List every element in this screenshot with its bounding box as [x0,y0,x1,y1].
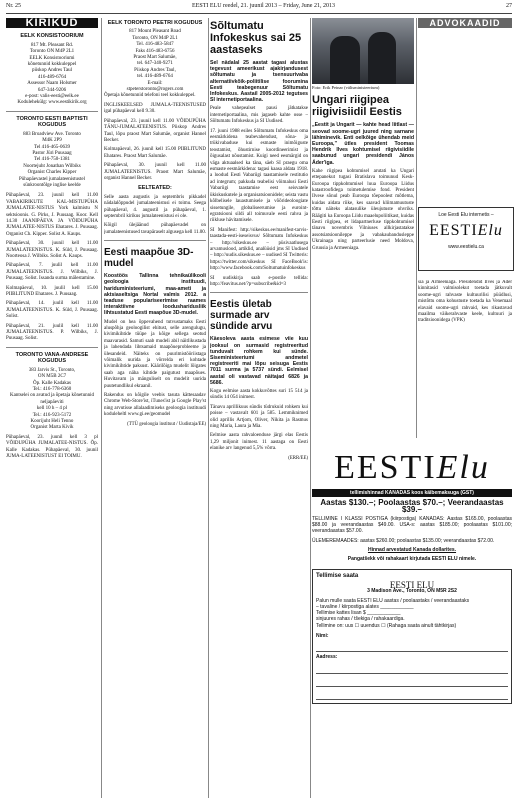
article-paragraph: Rakendus on kõigile veebis tasuta kättesaadav Chrome Web-Store'ist, iTunes'ist ja Google Play'st ning arvutisse allalaadimiseks geoloogia instituudi koduleheltl www.gi.ee/geomudel [104,393,206,418]
article-paragraph: Mudel on hea õppevahend tutvustamaks Eesti aluspõhja geoloogilist ehitust, selle arengulugu, kivimikihtide tüüpe ja kõige sellega seotud maavarasid. Samuti saab mudeli abil näitlikustada ja lahendada lihtsamaid maapõueprobleeme ja ülesandeid. Näiteks on puurimistööriistaga võimalik uurida ja võrrelda eri kohtade kivimikihtide paksust. Käärilõiga mudelit lõigates saab aga näha kihtide paigutust maapõues. Huvitavam ja mänguliselt on mudelit uurida puutetundlikul ekraanil. [104,319,206,389]
online-ad [418,207,514,271]
church-title: EELK KONSISTOORIUM [20,33,84,40]
form-text[interactable]: – tavaline / kiirpostiga alates ____________ [316,603,414,610]
column-divider [208,18,209,798]
ad-label: Loe Eesti Elu internetis – [438,212,494,218]
article-paragraph: Kogu eelmise aasta kokkuvõttes suri 15 514 ja sündis 14 054 inimest. [210,389,308,401]
article-paragraph: Tänavu aprillikuus sündis tüdrukuid rohkem kui poisse – vastavalt 601 ja 585. Lemmiknimed olid aprillis Artjom, Oliver, Nikita ja Rasmus ning Maria, Laura ja Mia. [210,404,308,430]
address-field[interactable] [316,663,508,674]
article-lead: Käesoleva aasta esimese viie kuu jooksul on surmasid registreeritud tunduvalt rohkem kui sünde. Siseministeeriumi andmetel registreeriti mai lõpu seisuga Eestis 7011 surma ja 5737 sündi. Eelmisel aastal oli vastavad näitajad 6826 ja 5686. [210,336,308,386]
article-title: Eestis ületab surmade arv sündide arvu [210,299,273,333]
pricing-bar: tellimishinnad KANADAS koos käibemaksuga (GST) [312,489,512,497]
section-banner-advokaadid: ADVOKAADID [418,18,512,28]
article-lead: Sel nädalal 25 aastat tagasi alustas tegevust ameerikust ajakirjandusest sõltumatu ja tsensuurivaba alternatiivkõik-poliitilise foorumina Eesti teabegenuur Sõltumatu Infokeskus. Aastail 2005-2012 tegutses SI internetiportaalina. [210,60,308,104]
article-lead: Koostöös Tallinna tehnikaülikooli geoloogia instituudi, hariduministeeriumi, maa-ameti ja aktsiaseltsiga Nortal valmis 2012. a teaduse populariseerimise raames interaktiivne loodusharidusliik lihtsustatud Eesti maapõue 3D-mudel. [104,273,206,317]
photo-caption: Foto: Erik Peinar (välisministeerium) [312,85,380,90]
continuation [418,280,512,440]
article-paragraph: Peale vahepealset pausi jätkatakse internetiportaalina, mis jagaseb kahte osse – Sõltumatu Infokeskus ja SI Uudised. [210,106,308,125]
article-paragraph: sia ja Armeeniaga. Presidendid Ilves ja Áder kinnitasid valmisolekut toetada jätkuvalt soome-ugri rahvaste kultuurilisi püüdlusi, mistõttu oma kohustuste toetada ka Venemaal elavaid soome-ugri rahvaid, kes rikastavad maailma väikerahvaste keele, kultuuri ja traditsioonidega (VPK) [418,280,512,324]
service-notice: Pühapäeval, 23. juunil kell 3 pl VÕIDUPÜHA JUMALATEE-NISTUS. Õp. Kalle Kadakas. Pühapäeval, 30. juunil JUMA-LATEENISTUST EI TOIMU. [6,434,98,459]
column-divider [310,18,311,798]
service-notice: Kolmapäeval, 26. juunil kell 15.00 PIIBLITUND Ehatares. Praost Mart Salumäe. [104,147,206,159]
peetri-column [104,18,206,798]
header-masthead: EESTI ELU reedel, 21. juunil 2013 – Friday, June 21, 2013 [192,3,335,9]
form-text: Palun mulle saata EESTI ELU aastas / poolaastaks / veerandaastaks [316,597,470,604]
eesti-elu-logo: EESTIElu [429,222,503,239]
page-header [6,3,512,14]
eesti-elu-logo: EESTIElu [334,449,490,486]
form-address: 3 Madison Ave., Toronto, ON M5R 2S2 [367,588,457,595]
article-paragraph: SI Manifest: http://sikeskus.ee/manifest-tarvis-taastada-eesti-iseseisvus/ Sõltumatu Infokeskus – http://sikeskus.ee – püsivaatlusega arvamuslood, artiklid, analüüsid jms SI Uudised – http://uudis.sikeskus.ee – uudised SI Twitteris: https://twitter.com/sikeskus SI FaceBook'is: http://www.facebook.com/Soltumatuinfokeskus [210,227,308,272]
article-paragraph: 17. juuni 1988 esiles Sõltumatu Infokeskus oma eesmärkidena teabevahendust, sõna- ja trükivabaduse kui esmaste inimõiguste teostamist, õhustirnise koordineerimist ja õigusalast nõustamist. Kuigi need eesmärgid on väga aktuaalsed ka täna, säeb SI praegu oma esmaste eesmärkidena: tagasi kaasa aldata 1918. a loodud Eesti Vabariigi taastamisele restitutio ad integrum; pakkuda teabelisi võimalusi Eesti Vabariigi taastamise eest seisvatele ükiskuskutele ja organisatsioonidele; seista vastu kõlbelisele lauastumisele ja võõrideoloogiate sissetungile, globaliseerumise ja eurointegratsiooni sildi all toimuvale eesti rahva ja riikluse hävitamisele. [210,128,308,224]
service-notice: INGLISKEELSED JUMALA-TEENISTUSED igal pühapäeval kell 9.30. [104,102,206,115]
notice-subheading: EELTEATED: [138,185,172,192]
article-title: Sõltumatu Infokeskus sai 25 aastaseks [210,20,302,56]
article-source: (TTÜ geoloogia instituut / Uudistaja/EE) [127,421,206,427]
article-paragraph: SI uudiskirja saab e-postile tellida: http://feavitus.net/?p=subscribe&id=3 [210,275,308,287]
column-divider [416,18,417,438]
service-notice: Pühapäeval, 7. juulil kell 11.00 JUMALATEENISTUS. J. Wilbiks, J. Puusaag. Solist. Issanda surma mälestamine. [6,263,98,282]
article-lead: „Eestit ja Ungarit — kahte head liitlast — seovad soome-ugri juured ning sarnane lähiminevik. Enti oelkõige ühendab meid Euroopa,” ütles president Toomas Hendrik Ilves kohtumisel riigivisiidile saabunud ungari presidendi János Áder'iga. [312,122,414,166]
name-field-label: Nimi: [316,633,329,640]
address-field-label: Aadress: [316,654,338,661]
page-number-right: 27 [505,3,512,9]
article-title: Ungari riigipea riigivisiidil Eestis [312,94,402,119]
subscription-box [312,445,512,793]
service-notice: Pühapäeval, 30. juunil kell 11.00 JUMALATEENISTUS. K. Süld, J. Puusaag. Noorteosa J. Wilbiks. Solist A. Kaups. [6,241,98,259]
presidents-photo [312,18,414,84]
church-title: TORONTO EESTI BAPTISTI KOGUDUS [16,115,88,129]
pricing-note: Hinnad arvestatud Kanada dollarites. [367,547,457,554]
article-paragraph: Kahe riigipea kohtumisel arutati ka Ungari ettepanekut tugasi Bratislava toimunud Kesk-Euroopa tippkohtumisel luua Euroopa Liidus katastroofidega toimetulemise fond. President Ilvese sõnul peab Euroopa tõepoolest mõtlema, kuidas aidata riike, kes saavad kliimamuutuste tõttu näiteks alatasulike üleujutuste ohvriks. Räägiti ka Euroopa Liidu maaelupoliitikast, kuidas Eesti riigipea, et lidapartnerluse tippkohtumisel tänavu novembris Vilniuses allkirjastatakse assotsiatsioonileppe ja vabakaubandusleppe Ukrainaga ning parteerlusie need Moldova, Gruusia ja Armeeniaga. [312,168,414,251]
form-text[interactable]: Tellimise kattes lisan $ ____________ [316,610,401,617]
service-notice: Pühapäeval, 14. juulil kell 11.00 JUMALATEENISTUS. K. Süld, J. Puusaag. Solist. [6,301,98,320]
address-field[interactable] [316,689,508,700]
church-info: 383 Jarvis St., Toronto, ON M5B 2C7 Õp. Kalle Kadakas Tel.: 416-778-6360 Kantselei on avatud ja õpetaja kõnetunnid neljapäeviti kell 10 h – 4 pl Tel.: 416-923-5172 Koorijuht Heli Tenno Organist Marta Kivik [9,367,94,431]
name-field[interactable] [316,641,508,652]
page-number-left: Nr. 25 [6,3,21,9]
article-source: (ERR/EE) [288,455,308,461]
section-banner-kirikud: KIRIKUD [6,18,98,28]
pricing-text: ÜLEMEREMAADES: aastas $260.00; poolaastas $135.00; veerandaastas $72.00. [312,537,495,544]
column-divider [101,18,102,798]
church-title: EELK TORONTO PEETRI KOGUDUS [107,20,203,26]
churches-column [6,18,98,618]
church-info: 883 Broadview Ave. Toronto M4K 2P9 Tel 416-465-0639 Pastor Jüri Puusaag Tel 416-750-1381 Noortejuht Jonathan Wilbiks Organist Charles Kipper Pühapäevastel jumalateenistustel sünkroontõlge inglise keelde [19,131,85,188]
article-title: Eesti maapõue 3D-mudel [104,247,194,270]
service-notice: Pühapäeval, 23. juunil kell 11.00 VÕIDUPÜHA TÄNU-JUMALATEENISTUS. Piiskop Andres Taul, lõpu praost Mart Salumäe, organist Hannel Becker. [104,118,206,143]
form-title: Tellimise saata [316,572,359,579]
pricing-note: Pangatšekk või rahakaart kirjutada EESTI ELU nimele. [347,556,477,563]
feature-column [312,18,414,458]
form-checkboxes[interactable]: Tellimine on: uus ☐ uuendus ☐ (Rahaga saata ainult tähtkirjas) [316,622,457,629]
form-org: EESTI ELU [389,579,435,590]
service-notice: Pühapäeval, 23. juunil kell 11.00 VABAKIRIKUTE KAL-MISTUPÜHA JUMALATEE-NISTUS York kalmistu N sektsioonis. G. Pirks, J. Puusaag. Koor. Kell 14.30 JAANIPÄEVA JA VÕIDUPÜHA JUMALATEE-NISTUS Ehatares. J. Puusaag. Organist Ch. Kipper. Solist A. Kaups. [6,193,98,237]
service-notice: Selle aasta augustis ja septembris pikkadel nädalalõppudel jumalateenistusi ei toimu. Seega pühapäeval, 4. augustil ja pühapäeval, 1. septembril kirikus jumalateenistusi ei ole. [104,194,206,219]
subscription-form [312,569,512,704]
service-notice: Pühapäeval, 30. juunil kell 11.00 JUMALATEENISTUS. Praost Mart Salumäe, organist Hannel Becker. [104,163,206,181]
ad-url-link[interactable]: www.eestielu.ca [448,244,484,250]
church-info: 817 Mt. Pleasant Rd. Toronto ON M4P 2L1 EELK Konsistooriumi kõnetunnid kokkuleppel piiskop Andres Taul 416-489-6764 Assessor Naam Holsmer 647-344-9206 e-post: valis-eesti@eelk.ee Kodulehekülg: www.eestikirik.org [17,42,87,106]
article-paragraph: Eelmise aasta rahvaloenduse järgi elas Eestis 1,29 miljonit inimest. 11 aastaga on Eesti elanike arv langenud 5,5% võrra. [210,433,308,452]
service-notice: Kolmapäeval, 10. juulil kell 15.00 PIIBLITUND Ehatares. J. Puusaag. [6,285,98,298]
news-column [210,18,308,798]
pricing-text: TELLIMINE I KLASSI POSTIGA (kiirpostiga) KANADAS: Aastas $165.00, poolaastas $88.00 ja veerandaastas $49.00. USA-s: aastas $185.00; poolaastas $101.00; veerandaastas $57.00. [312,515,512,535]
church-info: 817 Mount Pleasant Road Toronto, ON M4P 2L1 Tel. 416-483-5847 Faks 416-483-6756 Praost Mart Salumäe, tel. 647-340-9271 Piiskop Andres Taul, tel. 416-489-6764 E-mail: stpeterstoronto@rogers.com [126,29,184,93]
service-notice: Õpetaja kõnetunnid telefoni teel kokkuleppel. [104,93,196,99]
address-field[interactable] [316,676,508,687]
service-notice: Pühapäeval, 21. juulil kell 11.00 JUMALATEENISTUS. P. Wilbiks, J. Puusaag. Solist. [6,323,98,342]
church-title: TORONTO VANA-ANDRESE KOGUDUS [15,351,89,365]
price-line: Aastas $130.–; Poolaastas $70.–; Veerandaastas $39.– [320,498,504,514]
service-notice: Kõigil ülejäänud pühapäevadel on jumalateenistused tavapäraselt algusega kell 11.00. [104,223,206,235]
form-text: sinjuures rahas / tšekiga / rahakaardiga. [316,616,405,623]
